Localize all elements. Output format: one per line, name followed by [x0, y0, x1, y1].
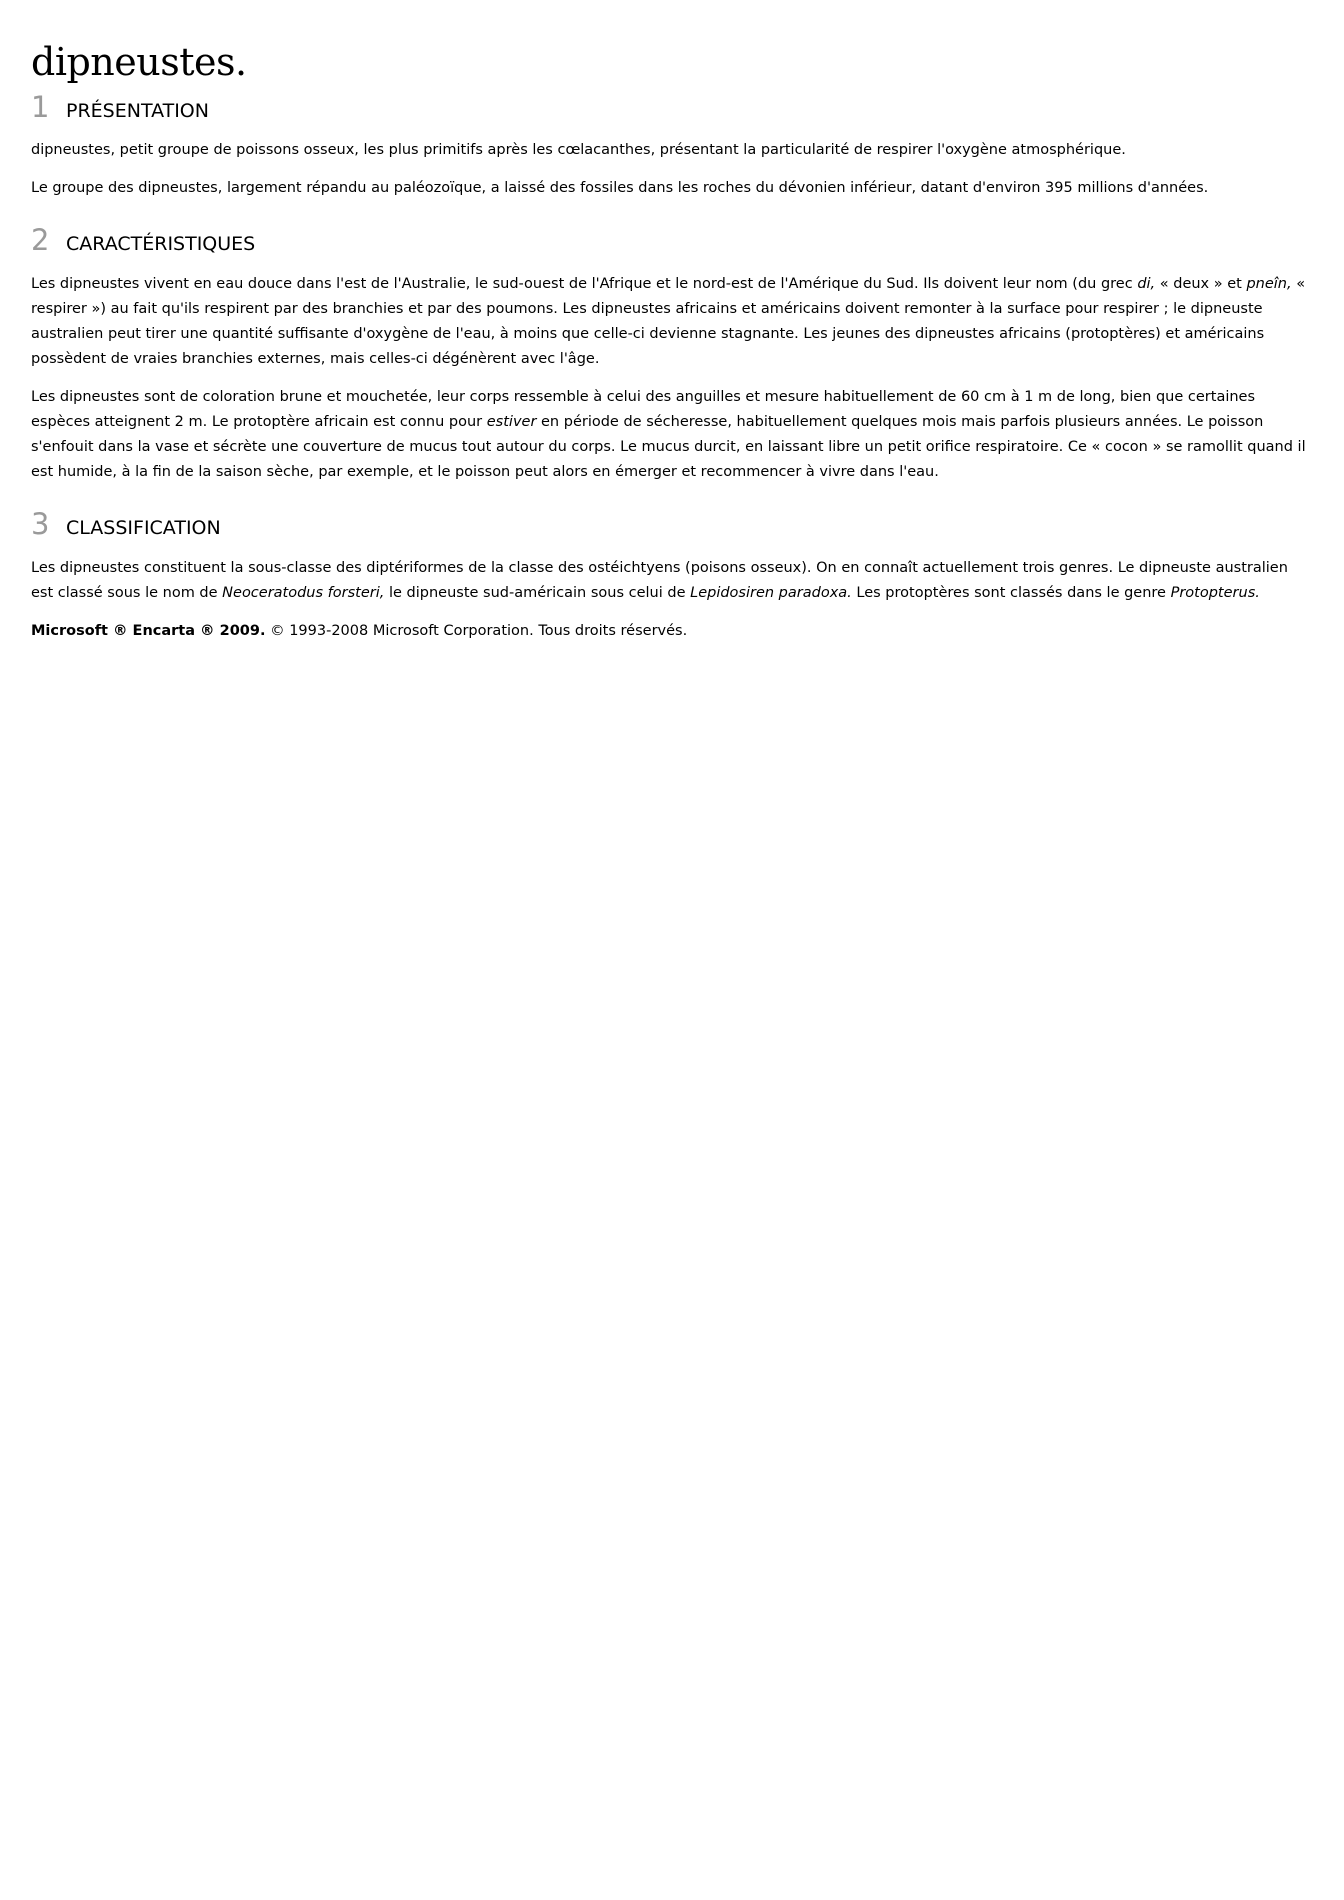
footer-copyright: © 1993-2008 Microsoft Corporation. Tous droits réservés. — [265, 622, 688, 639]
section-heading — [31, 223, 1314, 258]
section-number: 2 — [31, 223, 50, 258]
section-title: CLASSIFICATION — [66, 517, 221, 540]
text-run: Le groupe des dipneustes, largement répandu au paléozoïque, a laissé des fossiles dans les roches du dévonien inférieur, datant d'environ 395 millions d'années. — [31, 180, 1209, 197]
paragraph — [31, 272, 1314, 372]
section-heading — [31, 507, 1314, 542]
section-classification — [31, 507, 1314, 606]
section-title: CARACTÉRISTIQUES — [66, 233, 256, 256]
section-heading — [31, 90, 1314, 125]
paragraph — [31, 556, 1314, 606]
italic-term: di, — [1137, 276, 1156, 293]
document-page — [31, 40, 1314, 644]
italic-term: Protopterus. — [1170, 584, 1260, 601]
italic-term: pneîn, — [1246, 276, 1292, 293]
paragraph — [31, 176, 1314, 201]
text-run: le dipneuste sud-américain sous celui de — [384, 584, 691, 601]
text-run: en période de sécheresse, habituellement quelques mois mais parfois plusieurs années. Le poisson s'enfouit dans la vase et sécrète une couverture de mucus tout autour du corps. Le mucus durcit, en laissant libre un petit orifice respiratoire. Ce « cocon » se ramollit quand il est humide, à la fin de la saison sèche, par exemple, et le poisson peut alors en émerger et recommencer à vivre dans l'eau. — [31, 414, 1306, 481]
paragraph — [31, 138, 1314, 163]
text-run: dipneustes, petit groupe de poissons osseux, les plus primitifs après les cœlacanthes, présentant la particularité de respirer l'oxygène atmosphérique. — [31, 142, 1126, 159]
section-caracteristiques — [31, 223, 1314, 485]
section-number: 1 — [31, 89, 50, 124]
section-title: PRÉSENTATION — [66, 99, 209, 122]
article-title: dipneustes. — [31, 40, 247, 84]
text-run: Les dipneustes vivent en eau douce dans l'est de l'Australie, le sud-ouest de l'Afrique et le nord-est de l'Amérique du Sud. Ils doivent leur nom (du grec — [31, 276, 1138, 293]
section-presentation — [31, 90, 1314, 202]
text-run: « respirer ») au fait qu'ils respirent par des branchies et par des poumons. Les dipneustes africains et américains doivent remonter à la surface pour respirer ; le dipneuste australien peut tirer une quantité suffisante d'oxygène de l'eau, à moins que celle-ci devienne stagnante. Les jeunes des dipneustes africains (protoptères) et américains possèdent de vraies branchies externes, mais celles-ci dégénèrent avec l'âge. — [31, 276, 1306, 368]
text-run: Les dipneustes constituent la sous-classe des diptériformes de la classe des ostéichtyens (poisons osseux). On en connaît actuellement trois genres. Le dipneuste australien est classé sous le nom de — [31, 559, 1288, 601]
section-number: 3 — [31, 507, 50, 542]
text-run: Les dipneustes sont de coloration brune et mouchetée, leur corps ressemble à celui des anguilles et mesure habituellement de 60 cm à 1 m de long, bien que certaines espèces atteignent 2 m. Le protoptère africain est connu pour — [31, 389, 1256, 431]
paragraph — [31, 385, 1314, 485]
italic-term: Lepidosiren paradoxa. — [690, 584, 852, 601]
footer-source: Microsoft ® Encarta ® 2009. — [31, 622, 266, 639]
text-run: Les protoptères sont classés dans le genre — [851, 584, 1171, 601]
italic-term: Neoceratodus forsteri, — [222, 584, 385, 601]
text-run: « deux » et — [1155, 276, 1247, 293]
copyright-footer — [31, 619, 1314, 644]
italic-term: estiver — [486, 414, 537, 431]
